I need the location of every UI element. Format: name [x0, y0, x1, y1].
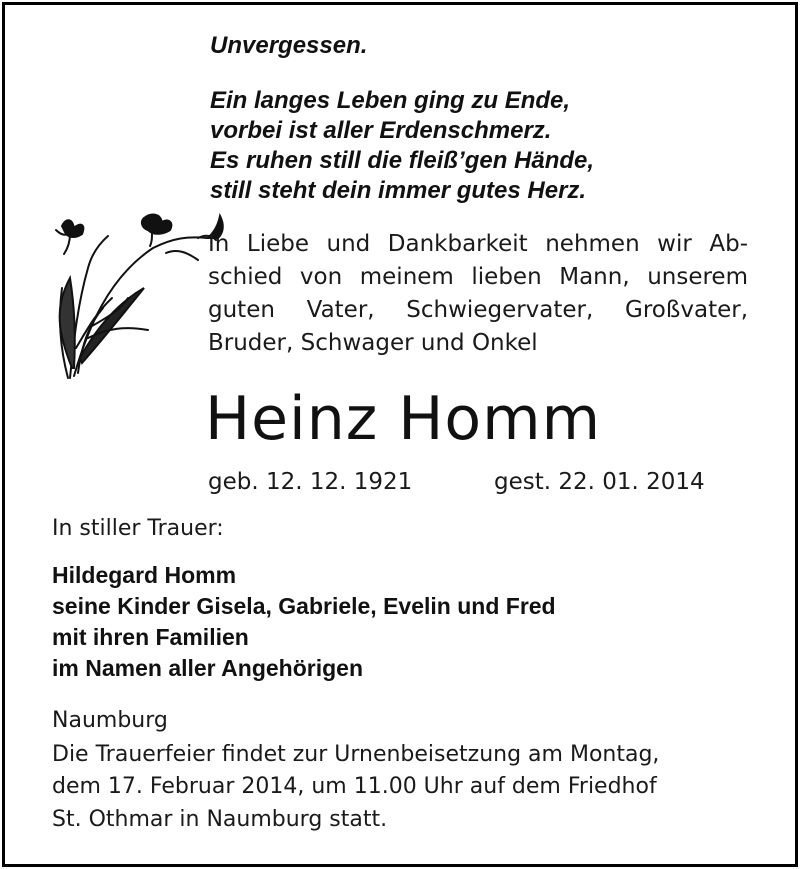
mourner-line: seine Kinder Gisela, Gabriele, Evelin und Fred [52, 593, 556, 619]
intro-line: schied von meinem lieben Mann, unserem [208, 264, 748, 290]
mourning-label: In stiller Trauer: [52, 516, 224, 541]
place: Naumburg [52, 708, 168, 733]
mourner-line: mit ihren Familien [52, 624, 249, 650]
intro-paragraph [208, 228, 748, 360]
birth-date: geb. 12. 12. 1921 [208, 469, 413, 495]
poem-line-3: Es ruhen still die fleiß’gen Hände, [210, 147, 595, 174]
funeral-line: dem 17. Februar 2014, um 11.00 Uhr auf dem Friedhof [52, 774, 657, 799]
mourner-line: Hildegard Homm [52, 562, 237, 588]
poem-line-1: Ein langes Leben ging zu Ende, [210, 87, 571, 114]
poem-title: Unvergessen. [210, 32, 368, 59]
funeral-line: St. Othmar in Naumburg statt. [52, 807, 388, 832]
intro-line: guten Vater, Schwiegervater, Großvater, [208, 297, 748, 323]
mourner-line: im Namen aller Angehörigen [52, 655, 363, 681]
death-date: gest. 22. 01. 2014 [494, 469, 705, 495]
intro-line: Bruder, Schwager und Onkel [208, 330, 538, 356]
deceased-name: Heinz Homm [205, 384, 602, 454]
poem-line-2: vorbei ist aller Erdenschmerz. [210, 117, 552, 144]
poem-line-4: still steht dein immer gutes Herz. [210, 177, 587, 204]
intro-line: In Liebe und Dankbarkeit nehmen wir Ab- [208, 231, 748, 257]
funeral-line: Die Trauerfeier findet zur Urnenbeisetzung am Montag, [52, 742, 660, 767]
